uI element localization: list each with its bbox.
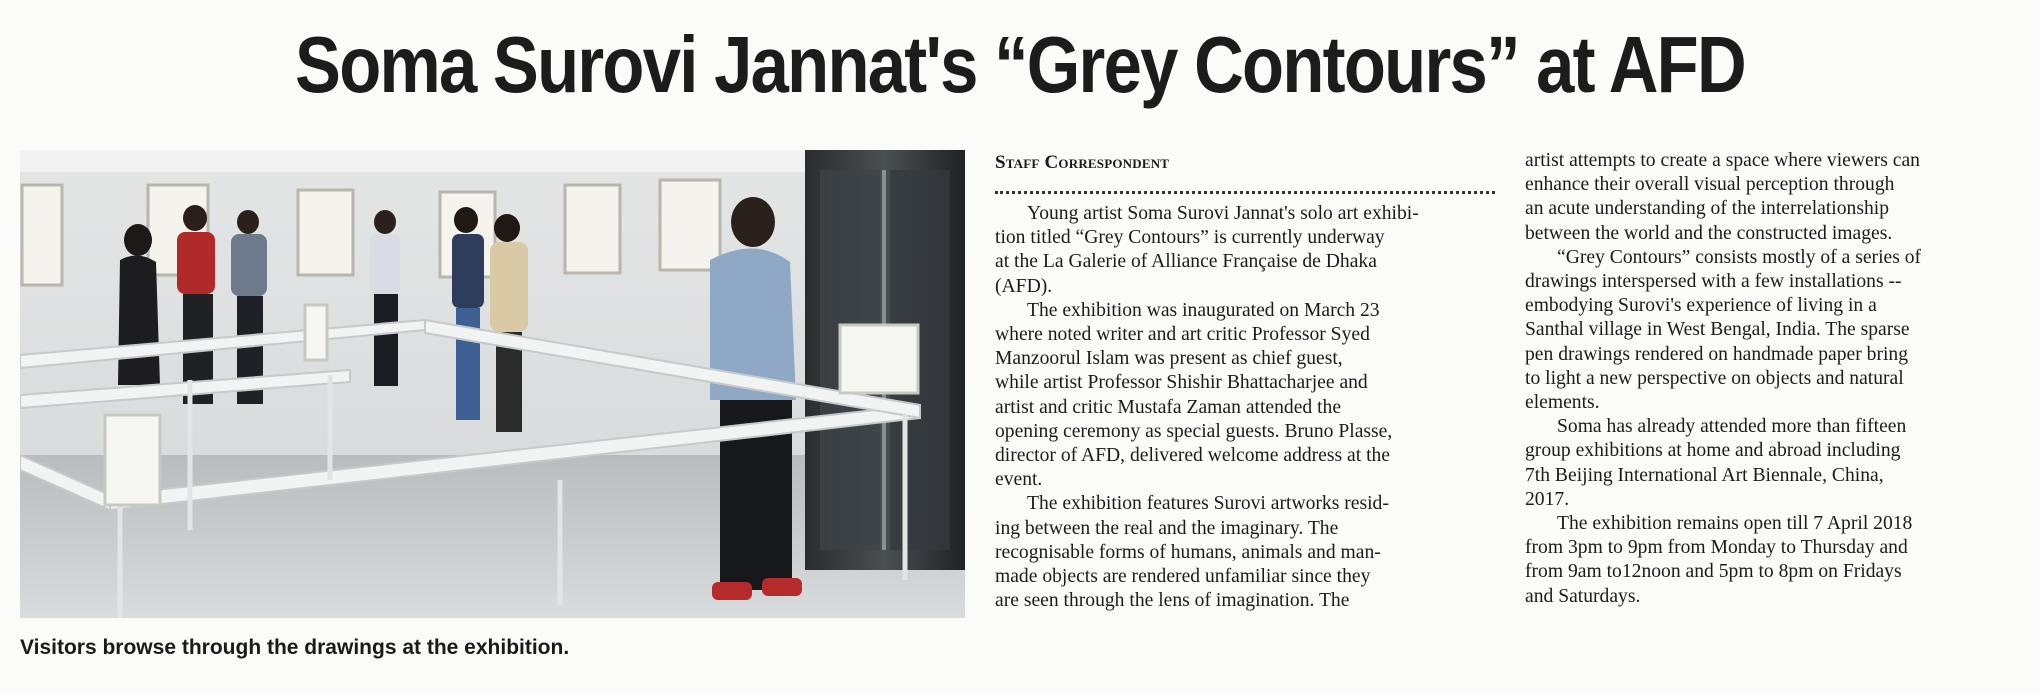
body-line: elements. <box>1525 392 1600 414</box>
body-line: Manzoorul Islam was present as chief guest, <box>995 348 1343 370</box>
exhibition-photo <box>20 150 965 618</box>
body-line: made objects are rendered unfamiliar since they <box>995 566 1371 588</box>
body-line: from 3pm to 9pm from Monday to Thursday and <box>1525 537 1908 559</box>
body-line: enhance their overall visual perception through <box>1525 174 1895 196</box>
body-line: (AFD). <box>995 275 1053 297</box>
body-line: “Grey Contours” consists mostly of a series of <box>1557 246 1922 268</box>
body-line: Santhal village in West Bengal, India. The sparse <box>1525 319 1910 341</box>
body-line: Young artist Soma Surovi Jannat's solo art exhibi- <box>1027 203 1419 224</box>
body-line: embodying Surovi's experience of living in a <box>1525 295 1877 317</box>
body-line: from 9am to12noon and 5pm to 8pm on Fridays <box>1525 561 1902 583</box>
body-line: pen drawings rendered on handmade paper bring <box>1525 343 1909 365</box>
byline: Staff Correspondent <box>995 152 1170 173</box>
body-line: 2017. <box>1525 488 1570 510</box>
body-line: tion titled “Grey Contours” is currently underway <box>995 227 1385 249</box>
body-line: opening ceremony as special guests. Bruno Plasse, <box>995 420 1393 442</box>
article-column-1 <box>995 202 1500 613</box>
body-line: The exhibition features Surovi artworks resid- <box>1027 493 1389 515</box>
byline-divider <box>995 191 1495 194</box>
article-headline: Soma Surovi Jannat's “Grey Contours” at AFD <box>295 20 1745 109</box>
body-line: director of AFD, delivered welcome address at the <box>995 445 1391 467</box>
body-line: The exhibition was inaugurated on March 23 <box>1027 299 1380 321</box>
body-line: between the world and the constructed images. <box>1525 222 1893 244</box>
body-line: The exhibition remains open till 7 April 2018 <box>1557 513 1913 535</box>
body-line: at the La Galerie of Alliance Française de Dhaka <box>995 251 1377 273</box>
photo-caption: Visitors browse through the drawings at the exhibition. <box>20 636 570 659</box>
body-line: Soma has already attended more than fifteen <box>1557 416 1907 438</box>
article-column-2 <box>1525 149 2030 609</box>
body-line: where noted writer and art critic Professor Syed <box>995 324 1370 346</box>
body-line: recognisable forms of humans, animals and man- <box>995 541 1381 563</box>
body-line: event. <box>995 469 1043 491</box>
body-line: artist attempts to create a space where viewers can <box>1525 150 1920 171</box>
body-line: group exhibitions at home and abroad including <box>1525 440 1901 462</box>
body-line: and Saturdays. <box>1525 585 1641 607</box>
body-line: are seen through the lens of imagination. The <box>995 590 1350 612</box>
body-line: to light a new perspective on objects and natural <box>1525 367 1904 389</box>
body-line: 7th Beijing International Art Biennale, China, <box>1525 464 1884 486</box>
body-line: ing between the real and the imaginary. The <box>995 517 1339 539</box>
body-line: drawings interspersed with a few installations -- <box>1525 271 1902 293</box>
body-line: while artist Professor Shishir Bhattacharjee and <box>995 372 1368 394</box>
body-line: an acute understanding of the interrelationship <box>1525 198 1889 220</box>
body-line: artist and critic Mustafa Zaman attended the <box>995 396 1342 418</box>
